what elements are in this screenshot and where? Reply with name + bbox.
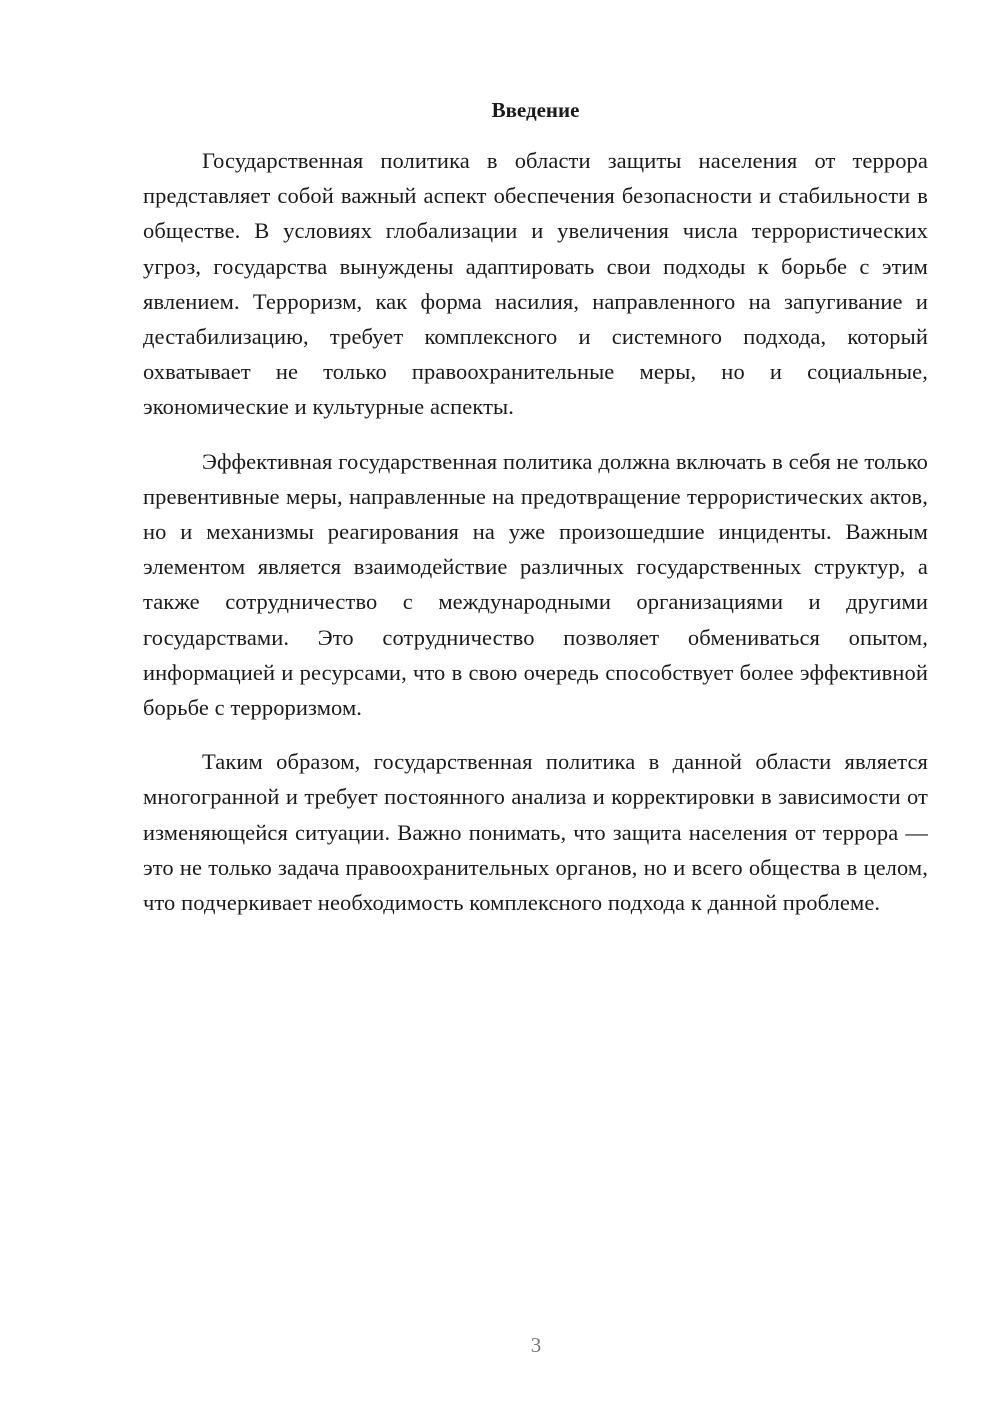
- paragraph-2: Эффективная государственная политика должна включать в себя не только превентивные меры, направленные на предотвращение террористических актов, но и механизмы реагирования на уже произошедшие инциденты. Важным элементом является взаимодействие различных государственных структур, а также сотрудничество с международными организациями и другими государствами. Это сотрудничество позволяет обмениваться опытом, информацией и ресурсами, что в свою очередь способствует более эффективной борьбе с терроризмом.: [143, 448, 928, 721]
- page-content: [143, 95, 928, 939]
- page-number: 3: [530, 1333, 542, 1357]
- section-title: Введение: [491, 98, 580, 122]
- paragraph-1: Государственная политика в области защиты населения от террора представляет собой важный аспект обеспечения безопасности и стабильности в обществе. В условиях глобализации и увеличения числа террористических угроз, государства вынуждены адаптировать свои подходы к борьбе с этим явлением. Терроризм, как форма насилия, направленного на запугивание и дестабилизацию, требует комплексного и системного подхода, который охватывает не только правоохранительные меры, но и социальные, экономические и культурные аспекты.: [143, 148, 928, 420]
- paragraph-3: Таким образом, государственная политика в данной области является многогранной и требует постоянного анализа и корректировки в зависимости от изменяющейся ситуации. Важно понимать, что защита населения от террора — это не только задача правоохранительных органов, но и всего общества в целом, что подчеркивает необходимость комплексного подхода к данной проблеме.: [143, 749, 928, 916]
